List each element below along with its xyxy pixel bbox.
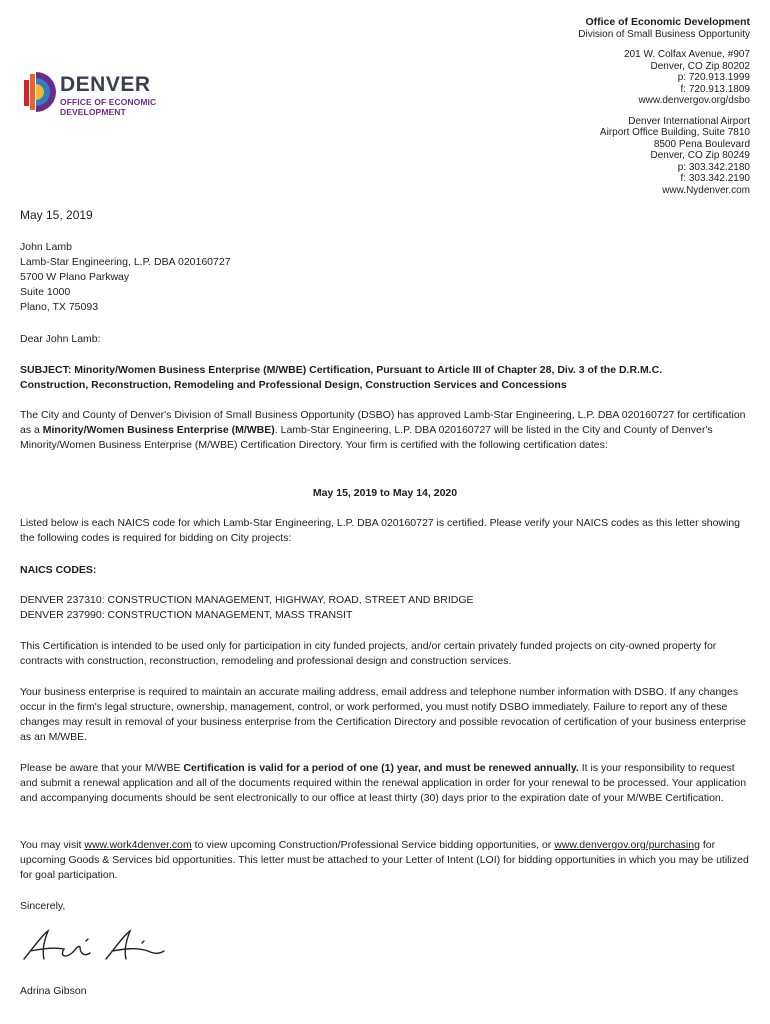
certification-scope-paragraph: This Certification is intended to be used only for participation in city funded projects, and/or certain privately funded projects on city-owned property for contracts with construction, reconstruction, remodeling and professional design and construction services.: [20, 640, 717, 667]
naics-heading: NAICS CODES:: [20, 564, 97, 576]
logo-subtitle-line2: DEVELOPMENT: [60, 106, 126, 117]
recipient-suite: Suite 1000: [20, 286, 71, 298]
bidding-text-c: for upcoming Goods & Services bid opportunities. This letter must be attached to your Letter of Intent (LOI) for bidding opportunities in which you may be utilized for goal participation.: [20, 839, 749, 881]
denver-oed-logo: [22, 70, 192, 120]
work4denver-link[interactable]: www.work4denver.com: [84, 839, 192, 851]
renewal-text-bold: Certification is valid for a period of one (1) year, and must be renewed annually.: [183, 762, 579, 774]
main-office-phone: p: 720.913.1999: [677, 72, 750, 83]
airport-office-phone: p: 303.342.2180: [677, 161, 750, 173]
recipient-street: 5700 W Plano Parkway: [20, 271, 130, 283]
logo-subtitle: [60, 98, 156, 117]
recipient-company: Lamb-Star Engineering, L.P. DBA 020160727: [20, 256, 231, 268]
subject-line-2: Construction, Reconstruction, Remodeling and Professional Design, Construction Services and Concessions: [20, 379, 567, 391]
handwritten-signature: [20, 925, 170, 970]
airport-office-address: [350, 116, 750, 197]
salutation: Dear John Lamb:: [20, 333, 101, 345]
airport-office-city: Denver, CO Zip 80249: [650, 150, 750, 161]
airport-office-web[interactable]: www.Nydenver.com: [662, 184, 750, 196]
approval-text-bold: Minority/Women Business Enterprise (M/WBE): [42, 424, 275, 436]
main-office-street: 201 W. Colfax Avenue, #907: [623, 49, 750, 60]
main-office-city: Denver, CO Zip 80202: [650, 60, 750, 72]
signer-name: Adrina Gibson: [20, 985, 87, 997]
denver-logo-mark-icon: [22, 70, 56, 114]
airport-office-street: 8500 Pena Boulevard: [653, 138, 750, 150]
logo-subtitle-line1: OFFICE OF ECONOMIC: [60, 97, 157, 107]
renewal-text-b: It is your responsibility to request and submit a renewal application and all of the documents required within the renewal application in order for your renewal to be processed. Your application and accompanying documents should be sent electronically to our office at least thirty (30) days prior to the expiration date of your M/WBE Certification.: [20, 762, 747, 804]
letterhead-contact: [350, 17, 750, 196]
bidding-text-b: to view upcoming Construction/Professional Service bidding opportunities, or: [191, 839, 555, 851]
office-name: Ofﬁce of Economic Development: [585, 16, 750, 28]
airport-office-fax: f: 303.342.2190: [680, 173, 750, 184]
bidding-text-a: You may visit: [20, 839, 85, 851]
logo-wordmark: DENVER: [60, 73, 151, 96]
naics-intro-paragraph: Listed below is each NAICS code for which Lamb-Star Engineering, L.P. DBA 020160727 is certified. Please verify your NAICS codes as this letter showing the following codes is required for bidding on City projects:: [20, 517, 741, 544]
recipient-address: [20, 240, 755, 315]
purchasing-link[interactable]: www.denvergov.org/purchasing: [554, 839, 700, 851]
naics-code-item: DENVER 237310: CONSTRUCTION MANAGEMENT, HIGHWAY, ROAD, STREET AND BRIDGE: [20, 594, 474, 606]
closing: Sincerely,: [20, 900, 66, 912]
maintenance-paragraph: Your business enterprise is required to maintain an accurate mailing address, email address and telephone number information with DSBO. If any changes occur in the firm's legal structure, ownership, management, control, or work performed, you must notify DSBO immediately. Failure to report any of these changes may result in removal of your business enterprise from the Certification Directory and possible revocation of certification of your business enterprise as an M/WBE.: [20, 686, 747, 743]
approval-text-a: The City and County of Denver's Division of Small Business Opportunity (DSBO) has approved Lamb-Star Engineering, L.P. DBA 020160727 for certification as a: [20, 409, 746, 436]
recipient-name: John Lamb: [20, 241, 72, 253]
certification-dates: May 15, 2019 to May 14, 2020: [312, 487, 458, 499]
approval-text-b: . Lamb-Star Engineering, L.P. DBA 020160727 will be listed in the City and County of Denver's Minority/Women Business Enterprise (M/WBE) Certification Directory. Your firm is certified with the following certification dates:: [20, 424, 713, 451]
subject-line: [20, 363, 755, 393]
bidding-paragraph: [20, 838, 755, 883]
naics-code-item: DENVER 237990: CONSTRUCTION MANAGEMENT, MASS TRANSIT: [20, 609, 353, 621]
airport-office-name: Denver International Airport: [628, 115, 750, 127]
renewal-paragraph: [20, 761, 755, 806]
main-office-address: [350, 49, 750, 107]
recipient-city: Plano, TX 75093: [20, 301, 99, 313]
naics-code-list: [20, 593, 755, 623]
subject-line-1: SUBJECT: Minority/Women Business Enterprise (M/WBE) Certification, Pursuant to Article III of Chapter 28, Div. 3 of the D.R.M.C.: [20, 364, 663, 376]
approval-paragraph: [20, 408, 755, 453]
main-office-web[interactable]: www.denvergov.org/dsbo: [638, 95, 750, 106]
letter-date: May 15, 2019: [20, 208, 93, 222]
division-name: Division of Small Business Opportunity: [578, 28, 750, 40]
main-office-fax: f: 720.913.1809: [680, 83, 750, 95]
airport-office-building: Airport Ofﬁce Building, Suite 7810: [599, 127, 750, 138]
renewal-text-a: Please be aware that your M/WBE: [20, 762, 184, 774]
